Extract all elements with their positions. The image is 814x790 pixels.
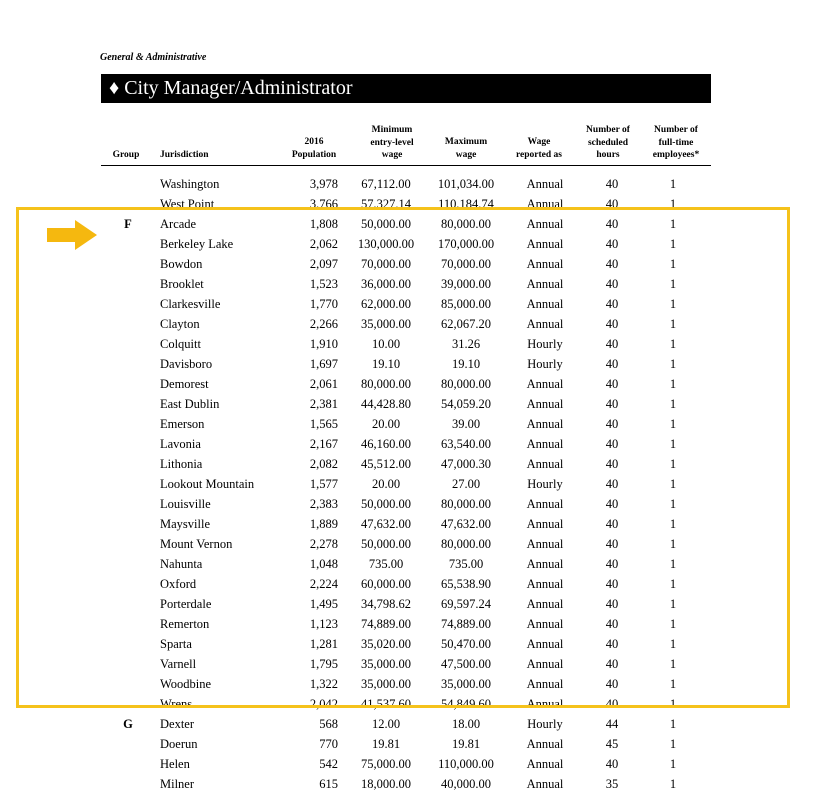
row-hours: 40 — [605, 757, 619, 771]
row-wage-type: Annual — [526, 757, 564, 771]
table-row — [0, 313, 814, 333]
row-group: G — [123, 717, 133, 731]
table-row — [0, 753, 814, 773]
row-wage-type: Annual — [526, 537, 564, 551]
row-employees: 1 — [669, 357, 677, 371]
row-population: 2,381 — [309, 397, 338, 411]
row-wage-type: Annual — [526, 657, 564, 671]
row-employees: 1 — [669, 277, 677, 291]
row-employees: 1 — [669, 737, 677, 751]
row-population: 1,565 — [309, 417, 338, 431]
row-population: 2,278 — [309, 537, 338, 551]
row-wage-type: Hourly — [527, 477, 563, 491]
row-jurisdiction: Remerton — [160, 617, 210, 631]
row-wage-type: Annual — [526, 597, 564, 611]
row-hours: 40 — [605, 337, 619, 351]
row-max-wage: 70,000.00 — [441, 257, 491, 271]
row-jurisdiction: East Dublin — [160, 397, 220, 411]
row-population: 2,383 — [309, 497, 338, 511]
row-group: F — [124, 217, 132, 231]
table-row — [0, 733, 814, 753]
row-wage-type: Annual — [526, 257, 564, 271]
row-hours: 40 — [605, 317, 619, 331]
table-row — [0, 333, 814, 353]
row-jurisdiction: Dexter — [160, 717, 195, 731]
row-hours: 40 — [605, 557, 619, 571]
row-hours: 40 — [605, 657, 619, 671]
row-wage-type: Annual — [526, 637, 564, 651]
section-label: General & Administrative — [100, 52, 207, 63]
row-min-wage: 75,000.00 — [361, 757, 411, 771]
table-row — [0, 593, 814, 613]
table-row — [0, 653, 814, 673]
row-employees: 1 — [669, 637, 677, 651]
row-max-wage: 735.00 — [448, 557, 484, 571]
row-wage-type: Hourly — [527, 717, 563, 731]
row-population: 1,808 — [309, 217, 338, 231]
row-wage-type: Annual — [526, 417, 564, 431]
row-min-wage: 41,537.60 — [361, 697, 411, 711]
row-jurisdiction: Washington — [160, 177, 220, 191]
row-max-wage: 80,000.00 — [441, 377, 491, 391]
row-population: 1,123 — [309, 617, 338, 631]
row-jurisdiction: Bowdon — [160, 257, 203, 271]
table-row — [0, 493, 814, 513]
row-max-wage: 85,000.00 — [441, 297, 491, 311]
row-wage-type: Annual — [526, 237, 564, 251]
header-jurisdiction: Jurisdiction — [160, 150, 209, 160]
table-row — [0, 273, 814, 293]
row-min-wage: 20.00 — [371, 477, 401, 491]
row-employees: 1 — [669, 297, 677, 311]
row-jurisdiction: Clayton — [160, 317, 200, 331]
row-employees: 1 — [669, 197, 677, 211]
table-row — [0, 213, 814, 233]
row-max-wage: 39,000.00 — [441, 277, 491, 291]
row-population: 1,697 — [309, 357, 338, 371]
row-population: 568 — [319, 717, 338, 731]
row-max-wage: 47,632.00 — [441, 517, 491, 531]
row-max-wage: 62,067.20 — [441, 317, 491, 331]
row-hours: 40 — [605, 377, 619, 391]
row-population: 2,061 — [309, 377, 338, 391]
row-hours: 40 — [605, 477, 619, 491]
row-min-wage: 35,000.00 — [361, 657, 411, 671]
row-hours: 40 — [605, 457, 619, 471]
row-jurisdiction: Colquitt — [160, 337, 201, 351]
row-population: 1,770 — [309, 297, 338, 311]
row-employees: 1 — [669, 417, 677, 431]
row-jurisdiction: Woodbine — [160, 677, 212, 691]
row-employees: 1 — [669, 477, 677, 491]
row-employees: 1 — [669, 217, 677, 231]
row-population: 1,910 — [309, 337, 338, 351]
row-min-wage: 46,160.00 — [361, 437, 411, 451]
row-wage-type: Annual — [526, 697, 564, 711]
row-wage-type: Annual — [526, 777, 564, 790]
row-max-wage: 65,538.90 — [441, 577, 491, 591]
table-row — [0, 413, 814, 433]
row-max-wage: 110,000.00 — [438, 757, 494, 771]
row-jurisdiction: Emerson — [160, 417, 205, 431]
row-hours: 40 — [605, 677, 619, 691]
row-min-wage: 130,000.00 — [357, 237, 415, 251]
row-hours: 40 — [605, 417, 619, 431]
row-max-wage: 101,034.00 — [437, 177, 495, 191]
row-jurisdiction: Demorest — [160, 377, 209, 391]
row-employees: 1 — [669, 497, 677, 511]
table-row — [0, 713, 814, 733]
row-max-wage: 47,500.00 — [441, 657, 491, 671]
row-hours: 40 — [605, 357, 619, 371]
row-min-wage: 50,000.00 — [361, 217, 411, 231]
row-min-wage: 35,020.00 — [361, 637, 411, 651]
row-hours: 40 — [605, 697, 619, 711]
row-employees: 1 — [669, 617, 677, 631]
header-scheduled-hours: Number of scheduled hours — [586, 125, 630, 160]
row-hours: 40 — [605, 397, 619, 411]
row-min-wage: 57,327.14 — [361, 197, 411, 211]
row-hours: 40 — [605, 297, 619, 311]
row-population: 1,889 — [309, 517, 338, 531]
row-max-wage: 47,000.30 — [441, 457, 491, 471]
table-row — [0, 633, 814, 653]
table-row — [0, 373, 814, 393]
row-hours: 45 — [605, 737, 619, 751]
table-row — [0, 293, 814, 313]
row-max-wage: 63,540.00 — [441, 437, 491, 451]
right-arrow-icon — [47, 220, 97, 250]
row-jurisdiction: Lookout Mountain — [160, 477, 255, 491]
row-min-wage: 80,000.00 — [361, 377, 411, 391]
row-max-wage: 19.10 — [451, 357, 481, 371]
row-jurisdiction: Louisville — [160, 497, 211, 511]
row-jurisdiction: Maysville — [160, 517, 210, 531]
row-wage-type: Annual — [526, 297, 564, 311]
row-max-wage: 80,000.00 — [441, 537, 491, 551]
row-jurisdiction: Lavonia — [160, 437, 201, 451]
table-row — [0, 453, 814, 473]
row-employees: 1 — [669, 557, 677, 571]
row-max-wage: 35,000.00 — [441, 677, 491, 691]
row-min-wage: 35,000.00 — [361, 677, 411, 691]
row-hours: 40 — [605, 217, 619, 231]
header-wage-reported: Wage reported as — [516, 137, 562, 160]
row-min-wage: 74,889.00 — [361, 617, 411, 631]
row-employees: 1 — [669, 677, 677, 691]
row-population: 2,224 — [309, 577, 338, 591]
header-population: 2016 Population — [291, 137, 337, 160]
row-jurisdiction: Helen — [160, 757, 190, 771]
row-max-wage: 170,000.00 — [437, 237, 495, 251]
row-wage-type: Annual — [526, 197, 564, 211]
table-row — [0, 393, 814, 413]
row-hours: 40 — [605, 177, 619, 191]
row-wage-type: Annual — [526, 397, 564, 411]
row-min-wage: 70,000.00 — [361, 257, 411, 271]
row-hours: 40 — [605, 277, 619, 291]
row-population: 1,048 — [309, 557, 338, 571]
table-row — [0, 693, 814, 713]
row-wage-type: Annual — [526, 457, 564, 471]
row-employees: 1 — [669, 697, 677, 711]
table-row — [0, 573, 814, 593]
row-min-wage: 735.00 — [368, 557, 404, 571]
header-min-wage: Minimum entry-level wage — [370, 125, 414, 160]
row-min-wage: 34,798.62 — [361, 597, 411, 611]
row-min-wage: 20.00 — [371, 417, 401, 431]
table-row — [0, 353, 814, 373]
row-min-wage: 60,000.00 — [361, 577, 411, 591]
row-min-wage: 19.81 — [371, 737, 401, 751]
table-row — [0, 553, 814, 573]
row-min-wage: 45,512.00 — [361, 457, 411, 471]
row-employees: 1 — [669, 757, 677, 771]
row-employees: 1 — [669, 597, 677, 611]
row-hours: 35 — [605, 777, 619, 790]
row-hours: 40 — [605, 237, 619, 251]
row-max-wage: 54,849.60 — [441, 697, 491, 711]
table-row — [0, 613, 814, 633]
row-wage-type: Annual — [526, 437, 564, 451]
row-population: 1,322 — [309, 677, 338, 691]
row-hours: 40 — [605, 517, 619, 531]
row-wage-type: Annual — [526, 177, 564, 191]
table-row — [0, 433, 814, 453]
row-wage-type: Annual — [526, 617, 564, 631]
row-hours: 44 — [605, 717, 619, 731]
row-population: 770 — [319, 737, 338, 751]
row-population: 3,766 — [309, 197, 338, 211]
row-population: 1,281 — [309, 637, 338, 651]
row-jurisdiction: Porterdale — [160, 597, 212, 611]
row-min-wage: 50,000.00 — [361, 497, 411, 511]
row-min-wage: 67,112.00 — [361, 177, 411, 191]
row-jurisdiction: Berkeley Lake — [160, 237, 234, 251]
row-population: 2,167 — [309, 437, 338, 451]
table-row — [0, 193, 814, 213]
row-jurisdiction: Varnell — [160, 657, 197, 671]
table-row — [0, 473, 814, 493]
row-jurisdiction: West Point — [160, 197, 215, 211]
row-min-wage: 36,000.00 — [361, 277, 411, 291]
row-jurisdiction: Wrens — [160, 697, 193, 711]
row-employees: 1 — [669, 517, 677, 531]
row-max-wage: 19.81 — [451, 737, 481, 751]
row-hours: 40 — [605, 597, 619, 611]
table-row — [0, 533, 814, 553]
row-min-wage: 35,000.00 — [361, 317, 411, 331]
table-row — [0, 233, 814, 253]
row-hours: 40 — [605, 437, 619, 451]
row-min-wage: 18,000.00 — [361, 777, 411, 790]
row-min-wage: 19.10 — [371, 357, 401, 371]
row-jurisdiction: Davisboro — [160, 357, 213, 371]
row-population: 3,978 — [309, 177, 338, 191]
table-row — [0, 253, 814, 273]
row-employees: 1 — [669, 257, 677, 271]
row-max-wage: 27.00 — [451, 477, 481, 491]
row-wage-type: Annual — [526, 737, 564, 751]
row-min-wage: 62,000.00 — [361, 297, 411, 311]
row-min-wage: 10.00 — [371, 337, 401, 351]
row-employees: 1 — [669, 537, 677, 551]
row-wage-type: Annual — [526, 317, 564, 331]
row-max-wage: 69,597.24 — [441, 597, 491, 611]
row-wage-type: Annual — [526, 517, 564, 531]
row-jurisdiction: Brooklet — [160, 277, 204, 291]
row-max-wage: 31.26 — [451, 337, 481, 351]
row-jurisdiction: Milner — [160, 777, 195, 790]
row-employees: 1 — [669, 437, 677, 451]
row-min-wage: 44,428.80 — [361, 397, 411, 411]
row-jurisdiction: Oxford — [160, 577, 197, 591]
row-wage-type: Annual — [526, 497, 564, 511]
row-max-wage: 39.00 — [451, 417, 481, 431]
row-population: 1,495 — [309, 597, 338, 611]
row-wage-type: Annual — [526, 217, 564, 231]
row-jurisdiction: Arcade — [160, 217, 197, 231]
row-hours: 40 — [605, 637, 619, 651]
row-jurisdiction: Doerun — [160, 737, 198, 751]
row-employees: 1 — [669, 177, 677, 191]
row-population: 2,266 — [309, 317, 338, 331]
row-jurisdiction: Nahunta — [160, 557, 203, 571]
row-hours: 40 — [605, 577, 619, 591]
row-jurisdiction: Sparta — [160, 637, 192, 651]
table-row — [0, 773, 814, 790]
row-population: 1,523 — [309, 277, 338, 291]
table-row — [0, 513, 814, 533]
row-jurisdiction: Mount Vernon — [160, 537, 233, 551]
row-population: 1,577 — [309, 477, 338, 491]
row-wage-type: Hourly — [527, 337, 563, 351]
table-row — [0, 173, 814, 193]
row-wage-type: Annual — [526, 677, 564, 691]
row-employees: 1 — [669, 657, 677, 671]
row-employees: 1 — [669, 777, 677, 790]
row-employees: 1 — [669, 717, 677, 731]
row-max-wage: 74,889.00 — [441, 617, 491, 631]
row-max-wage: 54,059.20 — [441, 397, 491, 411]
row-hours: 40 — [605, 617, 619, 631]
row-max-wage: 80,000.00 — [441, 497, 491, 511]
row-wage-type: Hourly — [527, 357, 563, 371]
row-population: 1,795 — [309, 657, 338, 671]
row-max-wage: 40,000.00 — [441, 777, 491, 790]
row-population: 542 — [319, 757, 338, 771]
row-employees: 1 — [669, 377, 677, 391]
page-title: ♦ City Manager/Administrator — [101, 74, 711, 103]
row-population: 615 — [319, 777, 338, 790]
row-employees: 1 — [669, 237, 677, 251]
row-hours: 40 — [605, 257, 619, 271]
row-wage-type: Annual — [526, 377, 564, 391]
row-max-wage: 110,184.74 — [438, 197, 494, 211]
row-max-wage: 18.00 — [451, 717, 481, 731]
row-hours: 40 — [605, 537, 619, 551]
header-divider — [101, 165, 711, 166]
table-body — [0, 173, 814, 790]
row-hours: 40 — [605, 497, 619, 511]
row-min-wage: 47,632.00 — [361, 517, 411, 531]
row-wage-type: Annual — [526, 577, 564, 591]
row-jurisdiction: Clarkesville — [160, 297, 221, 311]
row-wage-type: Annual — [526, 557, 564, 571]
row-min-wage: 12.00 — [371, 717, 401, 731]
row-hours: 40 — [605, 197, 619, 211]
row-employees: 1 — [669, 397, 677, 411]
row-max-wage: 80,000.00 — [441, 217, 491, 231]
row-population: 2,042 — [309, 697, 338, 711]
row-employees: 1 — [669, 317, 677, 331]
row-min-wage: 50,000.00 — [361, 537, 411, 551]
row-population: 2,062 — [309, 237, 338, 251]
header-full-time-employees: Number of full-time employees* — [652, 125, 700, 160]
row-employees: 1 — [669, 337, 677, 351]
row-population: 2,082 — [309, 457, 338, 471]
header-group: Group — [112, 150, 140, 160]
header-max-wage: Maximum wage — [444, 137, 488, 160]
row-jurisdiction: Lithonia — [160, 457, 203, 471]
row-employees: 1 — [669, 577, 677, 591]
row-wage-type: Annual — [526, 277, 564, 291]
row-max-wage: 50,470.00 — [441, 637, 491, 651]
row-employees: 1 — [669, 457, 677, 471]
row-population: 2,097 — [309, 257, 338, 271]
table-row — [0, 673, 814, 693]
